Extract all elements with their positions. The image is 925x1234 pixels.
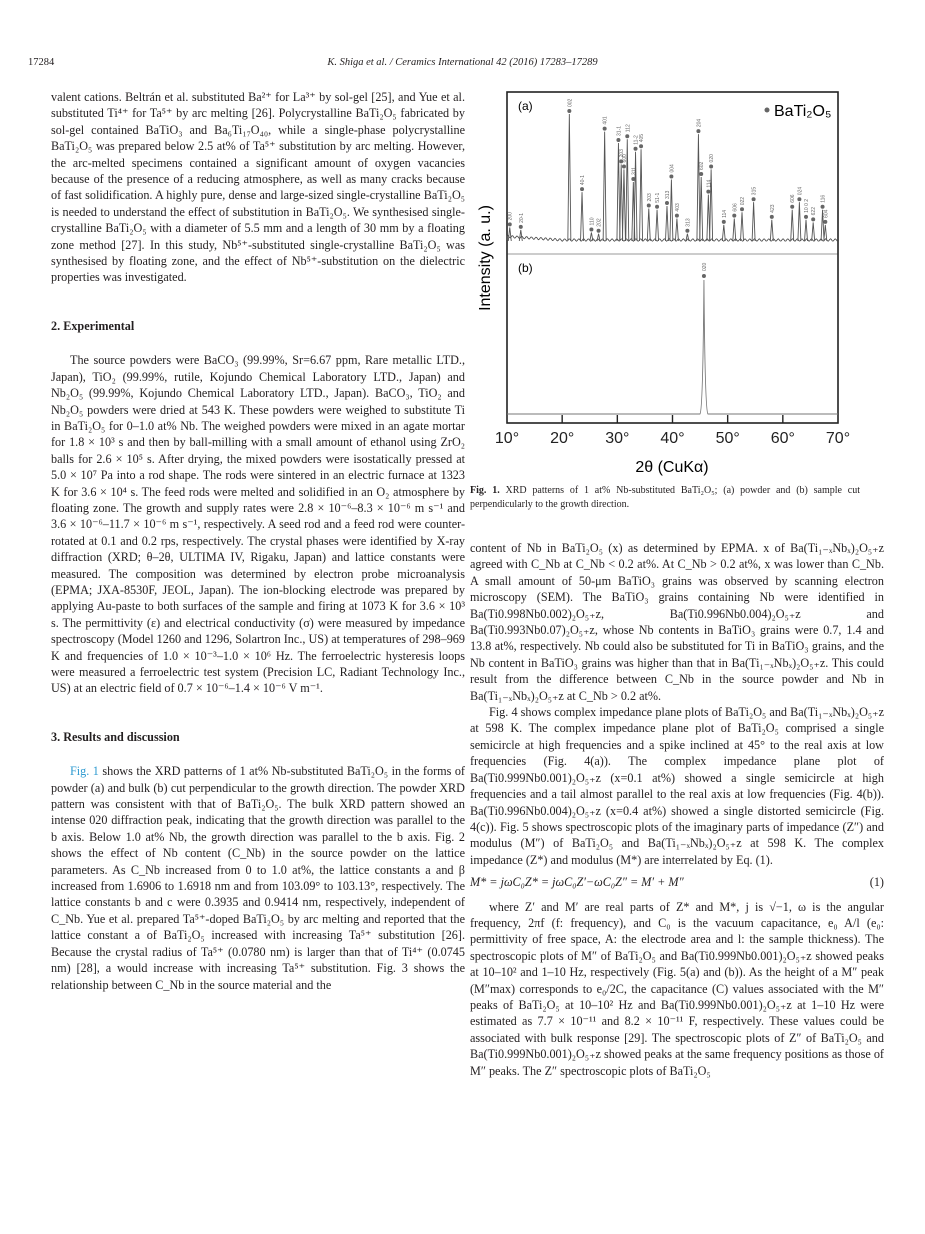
x-axis-ticks: [495, 415, 850, 447]
svg-text:50°: 50°: [715, 430, 740, 447]
page-number: 17284: [28, 57, 55, 68]
svg-text:116: 116: [820, 194, 827, 203]
svg-text:020: 020: [701, 262, 708, 271]
figure-caption: [470, 484, 860, 511]
svg-text:004: 004: [669, 164, 676, 173]
experimental-paragraph: The source powders were BaCO₃ (99.99%, Sr=6.67 ppm, Rare metallic LTD., Japan), TiO₂ (99.99%, rutile, Kojundo Chemical Laboratory LTD., Japan) and Nb₂O₅ (99.99%, Kojundo Chemical Laboratory LTD., Japan). BaCO₃, TiO₂ and Nb₂O₅ powders were dried at 543 K. These powders were weighed to substitute Ti in BaTi₂O₅ for 0–1.0 at% Nb. The weighed powders were mixed in an agate mortar for 1.8 × 10³ s and then by ball-milling with a small amount of ethanol using ZrO₂ balls for 2.6 × 10⁵ s. After drying, the mixed powders were isostatically pressed at 5.0 × 10⁷ Pa into a rod shape. The rods were sintered in an electric furnace at 1323 K for 3.6 × 10⁴ s. The feed rods were melted and solidified in an O₂ atmosphere by floating zone. The growth and supply rates were 2.8 × 10⁻⁶–8.3 × 10⁻⁶ m s⁻¹ and 3.6 × 10⁻⁶–11.7 × 10⁻⁶ m s⁻¹, respectively. A seed rod and a feed rod were counter-rotated at 0.1 and 0.2 rps, respectively. The crystal phases were identified by X-ray diffraction (XRD; θ–2θ, ULTIMA IV, Rigaku, Japan) and lattice constants were measured. The composition was determined by electron probe microanalysis (EPMA; JXA-8530F, JEOL, Japan). The ion-blocking electrode was prepared by applying Au-paste to both surfaces of the sample and firing at 1073 K for 3.6 × 10³ s. The permittivity (ε) and electrical conductivity (σ) were measured by impedance spectroscopy (Model 1260 and 1296, Solartron Inc., US) at temperatures of 298–969 K and frequencies of 1.0 × 10⁻³–1.0 × 10⁶ Hz. The ferroelectric hysteresis loops were measured a ferroelectric test system (Precision LC, Radiant Technology Inc., US) at an electric field of 0.7 × 10⁻⁶–1.4 × 10⁻⁶ V m⁻¹.: [51, 353, 465, 696]
legend-label: BaTi₂O₅: [774, 103, 832, 120]
svg-text:204: 204: [696, 118, 703, 128]
svg-text:315: 315: [751, 186, 758, 196]
svg-text:203: 203: [619, 149, 626, 158]
svg-text:313: 313: [685, 218, 692, 227]
y-axis-label: Intensity (a. u.): [477, 205, 494, 311]
svg-text:20-1: 20-1: [518, 212, 525, 223]
svg-text:622: 622: [811, 207, 818, 216]
right-column: [470, 540, 884, 1079]
panel-b-label: (b): [518, 261, 533, 275]
svg-text:110: 110: [589, 217, 596, 226]
svg-text:30°: 30°: [605, 430, 630, 447]
svg-text:40°: 40°: [660, 430, 685, 447]
svg-text:403: 403: [674, 203, 681, 212]
left-column: [51, 89, 465, 993]
impedance-paragraph: Fig. 4 shows complex impedance plane plots of BaTi₂O₅ and Ba(Ti₁₋ₓNbₓ)₂O₅₊z at 598 K. The complex impedance plane plot of BaTi₂O₅ comprised a single semicircle at high frequencies and a spike inclined at 45° to the real axis at low frequencies (Fig. 4(a)). The complex impedance plane plot of Ba(Ti0.999Nb0.001)₂O₅₊z (x=0.1 at%) showed a single semicircle at high frequencies and a tail almost parallel to the real axis at low frequencies (Fig. 4(b)). Ba(Ti0.996Nb0.004)₂O₅₊z (x=0.4 at%) showed a single distorted semicircle (Fig. 4(c)). Fig. 5 shows spectroscopic plots of the imaginary parts of impedance (Z″) and modulus (M″) of BaTi₂O₅ and Ba(Ti₁₋ₓNbₓ)₂O₅₊z at 598 K. The complex impedance (Z*) and modulus (M*) are interrelated by Eq. (1).: [470, 705, 884, 867]
svg-text:606: 606: [732, 203, 739, 212]
figure-1: [470, 80, 880, 480]
svg-text:31-1: 31-1: [616, 125, 623, 136]
svg-text:112: 112: [625, 124, 632, 133]
x-axis-label: 2θ (CuKα): [635, 459, 709, 476]
svg-text:423: 423: [769, 204, 776, 213]
svg-text:020: 020: [709, 154, 716, 163]
svg-text:024: 024: [797, 186, 804, 196]
results-paragraph: [51, 763, 465, 993]
svg-text:10°: 10°: [494, 430, 520, 447]
svg-text:60°: 60°: [770, 430, 795, 447]
svg-text:114: 114: [721, 209, 728, 218]
equation-number: (1): [869, 875, 884, 890]
svg-text:202: 202: [596, 218, 603, 227]
svg-text:70°: 70°: [825, 430, 851, 447]
results-text: shows the XRD patterns of 1 at% Nb-substituted BaTi₂O₅ in the forms of powder (a) and bulk (b) cut perpendicular to the growth direction. The powder XRD pattern was consistent with that of BaTi₂O₅. The bulk XRD pattern showed an intense 020 diffraction peak, indicating that the growth direction was parallel to the b axis. Below 1.0 at% Nb, the growth direction was parallel to the b axis. Fig. 2 shows the effect of Nb content (C_Nb) in the source powder on the lattice parameters. As C_Nb increased from 0 to 1.0 at%, the lattice constants a and β increased from 1.6906 to 1.6918 nm and from 103.09° to 103.13°, respectively. The lattice constants b and c were 0.3935 and 0.9414 nm, respectively, independent of C_Nb. Yue et al. prepared Ta⁵⁺-doped BaTi₂O₅ by arc melting and reported that the lattice constant a of BaTi₂O₅ increased with increasing Ta⁵⁺ substitution [26]. Because the crystal radius of Ta⁵⁺ (0.0780 nm) is larger than that of Ti⁴⁺ (0.0745 nm) [28], a would increase with increasing Ta⁵⁺ substitution. Fig. 3 shows the relationship between C_Nb in the source material and the: [51, 764, 465, 992]
svg-text:10 0 2: 10 0 2: [804, 198, 811, 213]
svg-text:604: 604: [823, 209, 830, 218]
xrd-chart: [470, 80, 880, 480]
fig1-link[interactable]: Fig. 1: [70, 764, 99, 779]
intro-paragraph: valent cations. Beltrán et al. substituted Ba²⁺ for La³⁺ by sol-gel [25], and Yue et al. substituted Ti⁴⁺ for Ta⁵⁺ by arc melting [26]. Polycrystalline BaTi₂O₅ fabricated by sol-gel contained BaTiO₃ and Ba₆Ti₁₇O₄₀, while a single-phase polycrystalline BaTi₂O₅ was prepared below 2.5 at% of Ta⁵⁺ substitution by arc melting. However, the arc-melted specimens contained a significant amount of oxygen vacancies because of the presence of a reducing atmosphere, as well as many cracks because of fast solidification. A highly pure, dense and large-sized single-crystalline BaTi₂O₅ is needed to understand the effect of substitution in BaTi₂O₅. We synthesised single-crystalline BaTi₂O₅ with a diameter of 5.5 mm and a length of 30 mm by a floating zone method [27]. In this study, Nb⁵⁺-substituted single-crystalline BaTi₂O₅ was synthesised by floating zone, and the effect of Nb⁵⁺-substitution on the dielectric properties was investigated.: [51, 90, 465, 285]
svg-text:313: 313: [664, 190, 671, 199]
svg-text:20°: 20°: [550, 430, 575, 447]
svg-text:600: 600: [621, 154, 628, 163]
svg-text:200: 200: [507, 212, 514, 221]
svg-text:405: 405: [639, 133, 646, 143]
svg-text:203: 203: [646, 193, 653, 202]
svg-text:602: 602: [699, 161, 706, 170]
svg-text:022: 022: [740, 196, 747, 206]
svg-text:51-1: 51-1: [655, 192, 662, 203]
caption-text: XRD patterns of 1 at% Nb-substituted BaTi₂O₅; (a) powder and (b) sample cut perpendicularly to the growth direction.: [470, 485, 860, 510]
spectrum-b: [507, 262, 838, 414]
panel-a-label: (a): [518, 99, 533, 113]
epma-paragraph: content of Nb in BaTi₂O₅ (x) as determined by EPMA. x of Ba(Ti₁₋ₓNbₓ)₂O₅₊z agreed with C_Nb at C_Nb < 0.2 at%. At C_Nb > 0.2 at%, x was lower than C_Nb. A small amount of 50-μm BaTiO₃ grains was observed by scanning electron microscopy (SEM). The BaTiO₃ grains containing Nb were identified in Ba(Ti0.998Nb0.002)₂O₅₊z, Ba(Ti0.996Nb0.004)₂O₅₊z and Ba(Ti0.993Nb0.07)₂O₅₊z, whose Nb contents in BaTiO₃ grains were 0.7, 1.4 and 13.8 at%, respectively. Nb could also be substituted for Ti in BaTiO₃ grains, and the Nb content in BaTiO₃ grains was higher than that in Ba(Ti₁₋ₓNbₓ)₂O₅₊z. This could result from the difference between C_Nb in the source powder and Nb in Ba(Ti₁₋ₓNbₓ)₂O₅₊z at C_Nb > 0.2 at%.: [470, 541, 884, 703]
svg-text:40-1: 40-1: [580, 175, 587, 186]
equation-1: [470, 874, 884, 890]
section-heading-results: 3. Results and discussion: [51, 729, 180, 744]
modulus-paragraph: where Z′ and M′ are real parts of Z* and M*, j is √−1, ω is the angular frequency, 2πf (f: frequency), and C₀ is the vacuum capacitance, e₀ A/l (e₀: permittivity of free space, A: the electrode area and l: the sample thickness). The spectroscopic plots of M″ of BaTi₂O₅ and Ba(Ti0.999Nb0.001)₂O₅₊z showed peaks at 10–10² and 1–10 Hz, respectively (Fig. 5(a) and (b)). As the height of a M″ peak (M″max) corresponds to e₀/2C, the capacitance (C) values associated with the M″ peaks of BaTi₂O₅ at 10–10² Hz and Ba(Ti0.999Nb0.001)₂O₅₊z at 1–10 Hz were estimated as 7.7 × 10⁻¹¹ and 8.2 × 10⁻¹¹ F, respectively. These values could be associated with bulk response [29]. The spectroscopic plots of Z″ of BaTi₂O₅ and Ba(Ti0.999Nb0.001)₂O₅₊z showed peaks at the same frequency positions as those of M″ peaks. The Z″ spectroscopic plots of BaTi₂O₅: [470, 899, 884, 1078]
svg-text:114: 114: [706, 179, 713, 188]
svg-text:606: 606: [790, 194, 797, 203]
caption-label: Fig. 1.: [470, 485, 500, 496]
running-title: K. Shiga et al. / Ceramics International 42 (2016) 17283–17289: [327, 57, 598, 68]
svg-text:11-2: 11-2: [633, 135, 640, 145]
section-heading-experimental: 2. Experimental: [51, 318, 135, 333]
svg-text:311: 311: [631, 167, 638, 176]
equation-body: M* = jωC₀Z* = jωC₀Z′−ωC₀Z″ = M′ + M″: [470, 875, 684, 890]
svg-text:002: 002: [567, 98, 574, 107]
svg-text:401: 401: [602, 116, 609, 125]
legend-marker-icon: [765, 108, 770, 113]
